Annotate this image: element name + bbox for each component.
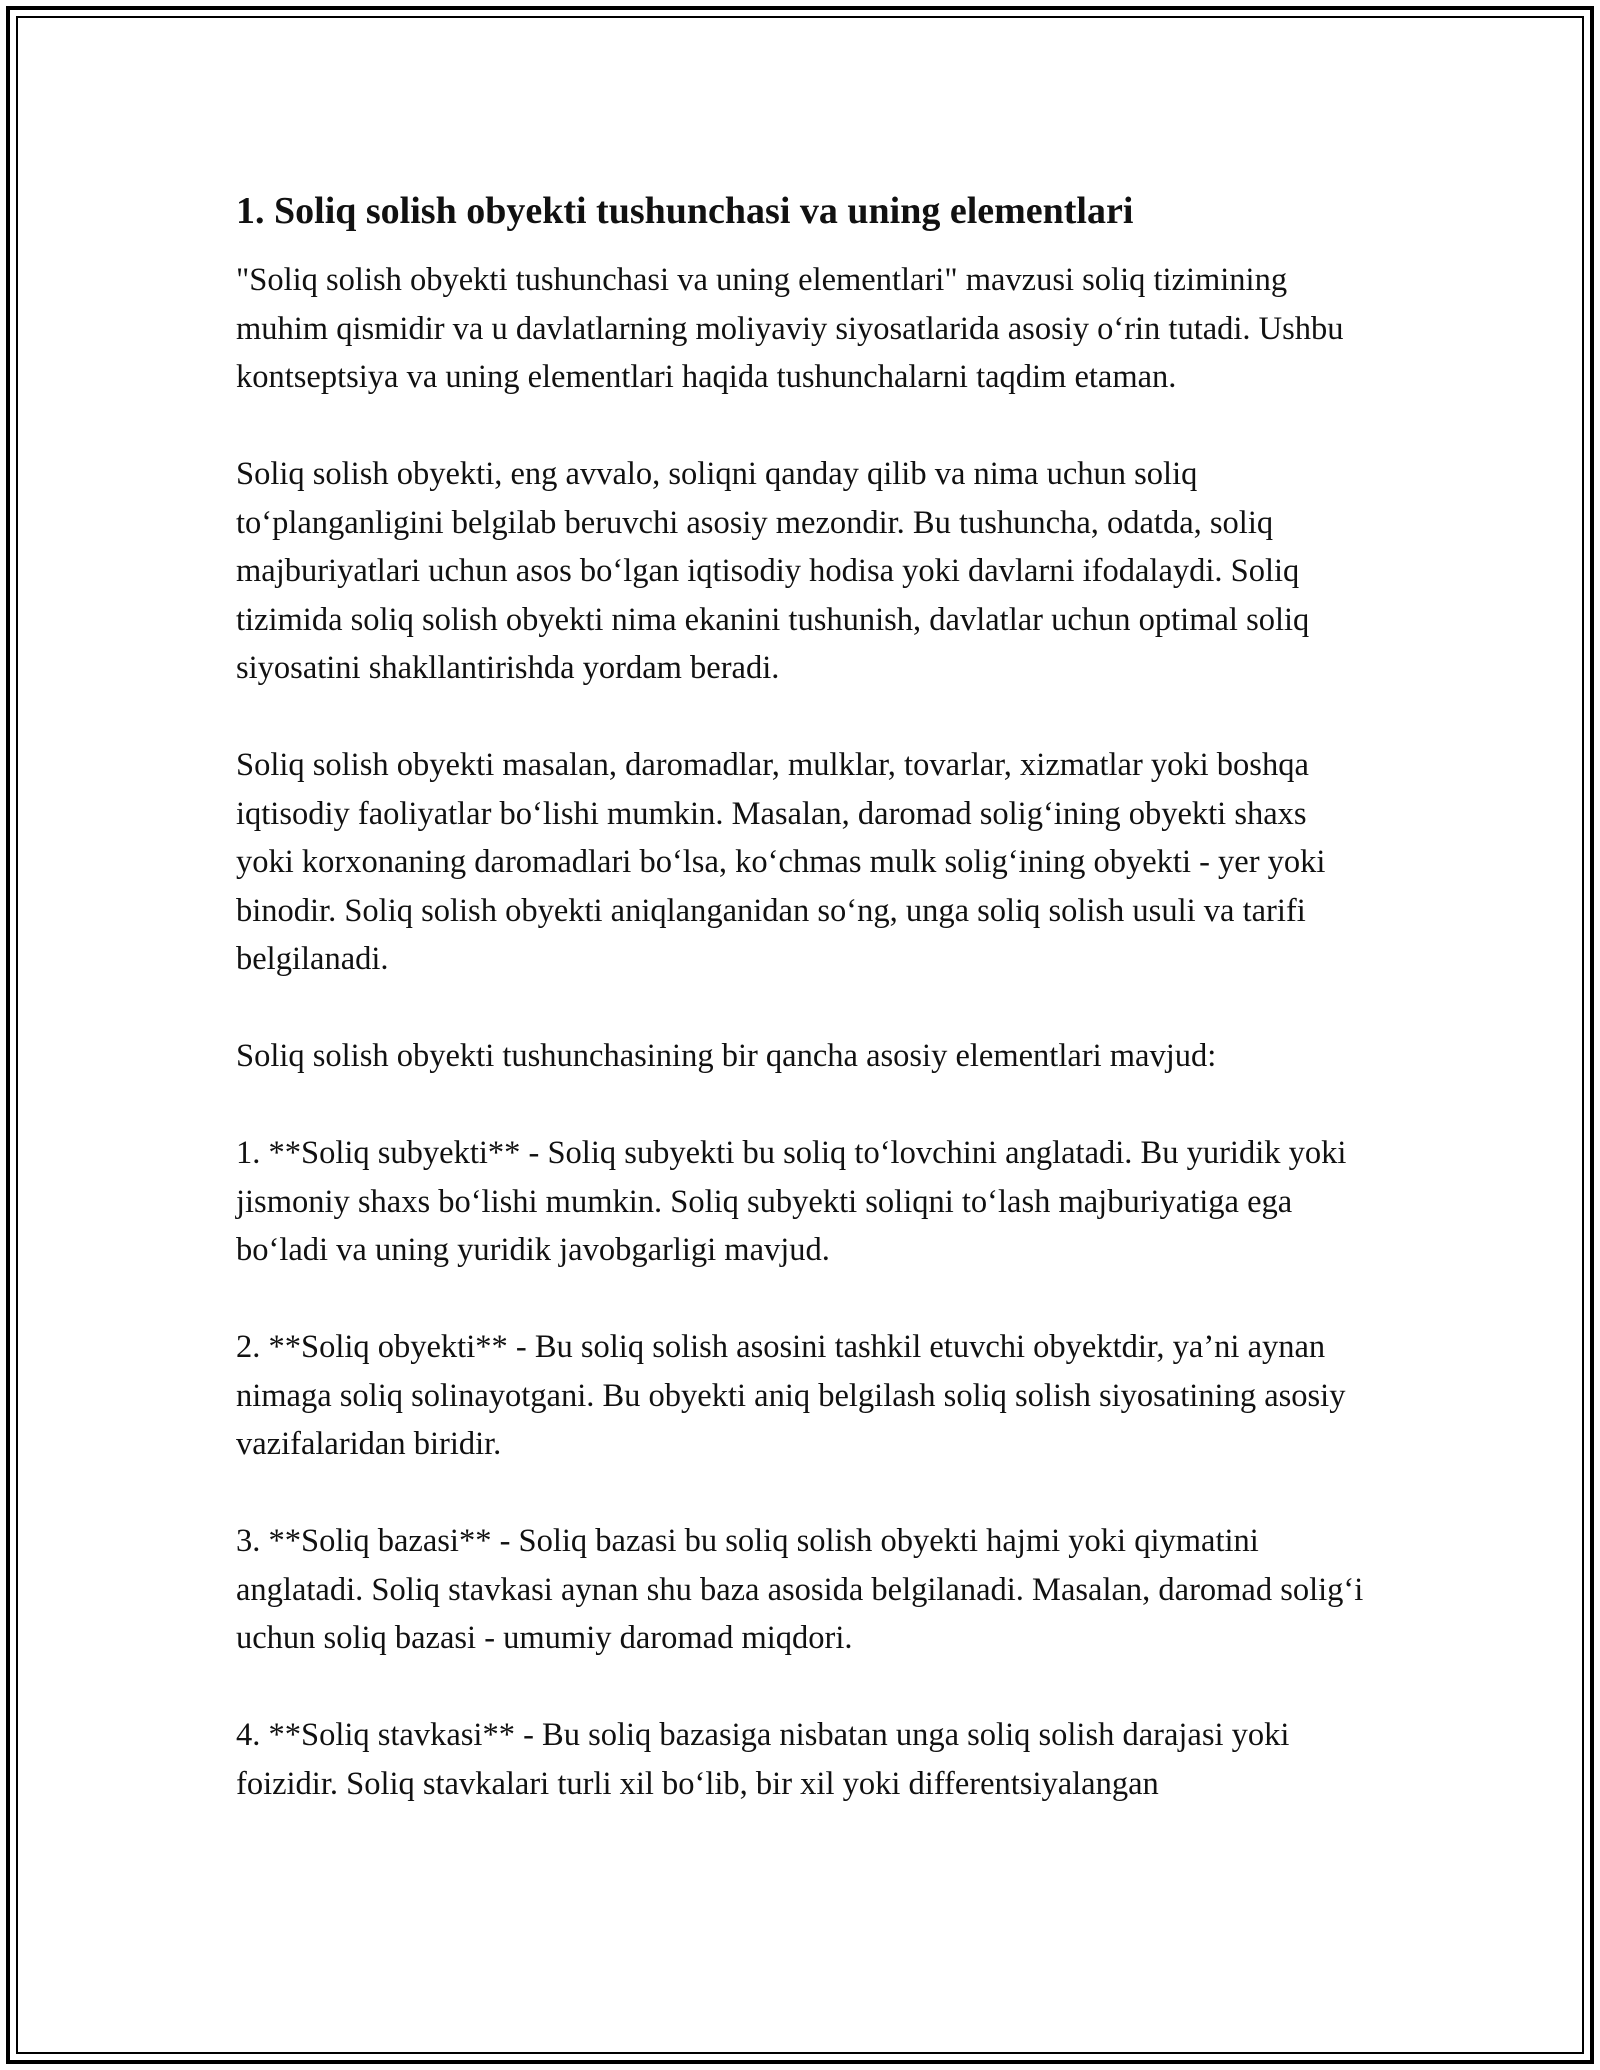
paragraph-elements-intro: Soliq solish obyekti tushunchasining bir qancha asosiy elementlari mavjud:: [236, 1038, 1217, 1074]
paragraph-intro: "Soliq solish obyekti tushunchasi va uning elementlari" mavzusi soliq tizimining muhim qismidir va u davlatlarning moliyaviy siyosatlarida asosiy o‘rin tutadi. Ushbu kontseptsiya va uning elementlari haqida tushunchalarni taqdim etaman.: [236, 262, 1344, 395]
list-item-object: 2. **Soliq obyekti** - Bu soliq solish asosini tashkil etuvchi obyektdir, ya’ni aynan nimaga soliq solinayotgani. Bu obyekti aniq belgilash soliq solish siyosatining asosiy vazifalaridan biridir.: [236, 1329, 1346, 1462]
list-item-subject: 1. **Soliq subyekti** - Soliq subyekti bu soliq to‘lovchini anglatadi. Bu yuridik yoki jismoniy shaxs bo‘lishi mumkin. Soliq subyekti soliqni to‘lash majburiyatiga ega bo‘ladi va uning yuridik javobgarligi mavjud.: [236, 1135, 1347, 1268]
list-item-rate: 4. **Soliq stavkasi** - Bu soliq bazasiga nisbatan unga soliq solish darajasi yoki foizidir. Soliq stavkalari turli xil bo‘lib, bir xil yoki differentsiyalangan: [236, 1717, 1290, 1802]
document-heading: 1. Soliq solish obyekti tushunchasi va uning elementlari: [236, 190, 1134, 232]
paragraph-examples: Soliq solish obyekti masalan, daromadlar, mulklar, tovarlar, xizmatlar yoki boshqa iqtisodiy faoliyatlar bo‘lishi mumkin. Masalan, daromad solig‘ining obyekti shaxs yoki korxonaning daromadlari bo‘lsa, ko‘chmas mulk solig‘ining obyekti - yer yoki binodir. Soliq solish obyekti aniqlanganidan so‘ng, unga soliq solish usuli va tarifi belgilanadi.: [236, 747, 1326, 977]
paragraph-definition: Soliq solish obyekti, eng avvalo, soliqni qanday qilib va nima uchun soliq to‘planganligini belgilab beruvchi asosiy mezondir. Bu tushuncha, odatda, soliq majburiyatlari uchun asos bo‘lgan iqtisodiy hodisa yoki davlarni ifodalaydi. Soliq tizimida soliq solish obyekti nima ekanini tushunish, davlatlar uchun optimal soliq siyosatini shakllantirishda yordam beradi.: [236, 456, 1310, 686]
list-item-base: 3. **Soliq bazasi** - Soliq bazasi bu soliq solish obyekti hajmi yoki qiymatini anglatadi. Soliq stavkasi aynan shu baza asosida belgilanadi. Masalan, daromad solig‘i uchun soliq bazasi - umumiy daromad miqdori.: [236, 1523, 1364, 1656]
document-body: [236, 186, 1366, 1808]
